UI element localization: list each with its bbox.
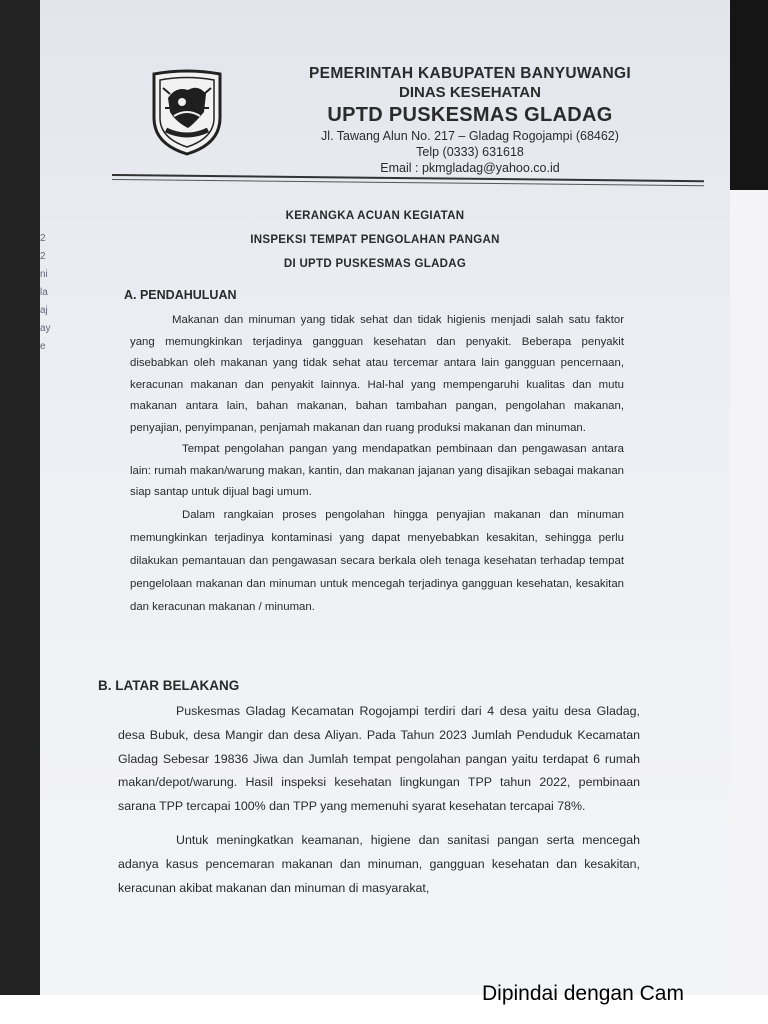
email: Email : pkmgladag@yahoo.co.id xyxy=(380,161,560,175)
paragraph: Makanan dan minuman yang tidak sehat dan tidak higienis menjadi salah satu faktor yang memungkinkan terjadinya gangguan kesehatan dan penyakit. Beberapa penyakit disebabkan oleh makanan yang tidak sehat atau tercemar antara lain gangguan pencernaan, keracunan makanan dan penyakit lainnya. Hal-hal yang mempengaruhi kualitas dan mutu makanan antara lain, bahan makanan, bahan tambahan pangan, pengolahan makanan, penyajian, penyimpanan, penjamah makanan dan ruang produksi makanan dan minuman. xyxy=(130,314,624,434)
section-b-body xyxy=(118,700,640,900)
margin-marks xyxy=(40,230,52,356)
section-a-body xyxy=(130,310,624,619)
margin-mark: 2 xyxy=(40,233,46,244)
background-right-lower xyxy=(728,190,768,995)
margin-mark: 2 xyxy=(40,251,46,262)
institution-name: UPTD PUSKESMAS GLADAG xyxy=(327,104,613,126)
title-line-3: DI UPTD PUSKESMAS GLADAG xyxy=(283,258,467,270)
margin-mark: ni xyxy=(40,269,48,280)
document-page xyxy=(40,0,730,995)
background-left xyxy=(0,0,40,995)
address: Jl. Tawang Alun No. 217 – Gladag Rogojampi (68462) xyxy=(321,129,619,143)
paragraph: Untuk meningkatkan keamanan, higiene dan sanitasi pangan serta mencegah adanya kasus pencemaran makanan dan minuman, gangguan kesehatan dan kesakitan, keracunan akibat makanan dan minuman di masyarakat, xyxy=(118,832,640,895)
background-right xyxy=(725,0,768,190)
shield-emblem-icon xyxy=(148,68,226,156)
department-name: DINAS KESEHATAN xyxy=(399,84,541,101)
phone: Telp (0333) 631618 xyxy=(416,145,524,159)
regency-logo xyxy=(148,68,226,156)
paragraph: Dalam rangkaian proses pengolahan hingga penyajian makanan dan minuman memungkinkan terjadinya kontaminasi yang dapat menyebabkan kesakitan, sehingga perlu dilakukan pemantauan dan pengawasan secara berkala oleh tenaga kesehatan terhadap tempat pengelolaan makanan dan minuman untuk mencegah terjadinya gangguan kesehatan, kesakitan dan keracunan makanan / minuman. xyxy=(130,508,624,613)
document-title xyxy=(210,204,540,276)
margin-mark: aj xyxy=(40,305,48,316)
margin-mark: la xyxy=(40,287,48,298)
section-b-heading: B. LATAR BELAKANG xyxy=(98,678,240,693)
letterhead xyxy=(260,64,680,176)
title-line-2: INSPEKSI TEMPAT PENGOLAHAN PANGAN xyxy=(250,234,500,246)
paragraph: Tempat pengolahan pangan yang mendapatkan pembinaan dan pengawasan antara lain: rumah makan/warung makan, kantin, dan makanan jajanan yang disajikan sebagai makanan siap santap untuk dijual bagi umum. xyxy=(130,443,624,498)
scanner-watermark: Dipindai dengan Cam xyxy=(482,982,684,1005)
margin-mark: ay xyxy=(40,323,51,334)
section-a-heading: A. PENDAHULUAN xyxy=(124,288,237,302)
government-name: PEMERINTAH KABUPATEN BANYUWANGI xyxy=(309,65,631,82)
paragraph: Puskesmas Gladag Kecamatan Rogojampi terdiri dari 4 desa yaitu desa Gladag, desa Bubuk, desa Mangir dan desa Aliyan. Pada Tahun 2023 Jumlah Penduduk Kecamatan Gladag Sebesar 19836 Jiwa dan Jumlah tempat pengolahan pangan yaitu terdapat 6 rumah makan/depot/warung. Hasil inspeksi kesehatan lingkungan TPP tahun 2022, pembinaan sarana TPP tercapai 100% dan TPP yang memenuhi syarat kesehatan tercapai 78%. xyxy=(118,704,640,814)
title-line-1: KERANGKA ACUAN KEGIATAN xyxy=(285,210,465,222)
margin-mark: e xyxy=(40,341,46,352)
